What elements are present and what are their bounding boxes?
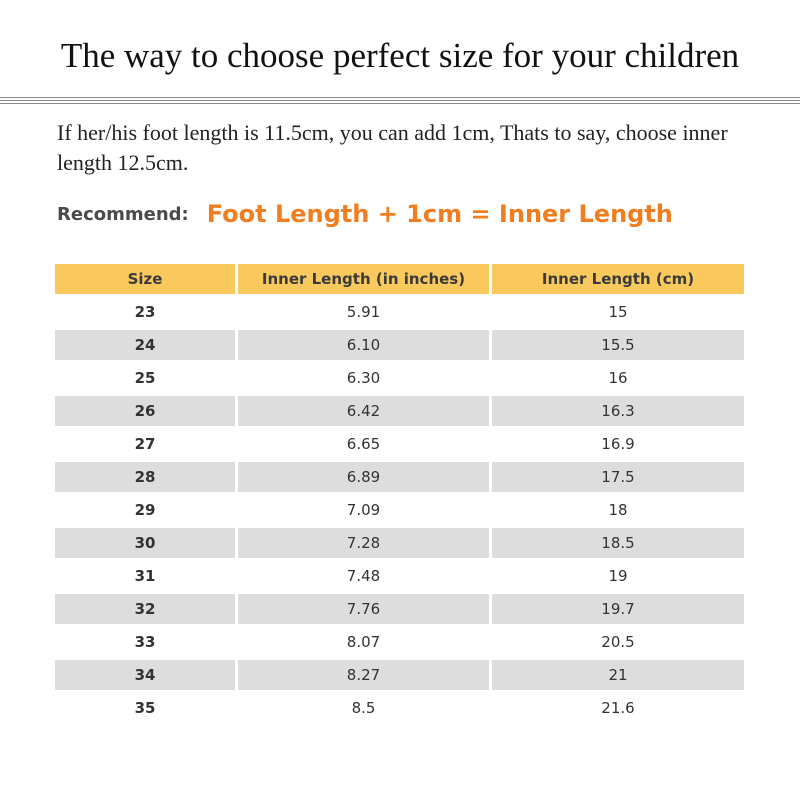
cell-cm: 19 xyxy=(608,567,628,585)
cell-inches: 6.42 xyxy=(238,396,489,426)
cell-cm: 18.5 xyxy=(492,528,744,558)
cell-cm: 17.5 xyxy=(492,462,744,492)
title-divider-bottom xyxy=(0,103,800,104)
cell-inches: 6.10 xyxy=(238,330,489,360)
cell-cm: 21.6 xyxy=(601,699,635,717)
page-title: The way to choose perfect size for your children xyxy=(60,36,740,75)
title-divider-middle xyxy=(0,100,800,101)
cell-inches: 7.28 xyxy=(238,528,489,558)
table-row xyxy=(55,429,744,459)
cell-size: 26 xyxy=(55,396,235,426)
recommend-line xyxy=(57,194,673,234)
cell-cm: 18 xyxy=(608,501,628,519)
cell-size: 29 xyxy=(134,501,156,519)
table-row xyxy=(55,495,744,525)
cell-inches: 5.91 xyxy=(346,303,381,321)
cell-size: 28 xyxy=(55,462,235,492)
table-row xyxy=(55,594,744,624)
header-cm: Inner Length (cm) xyxy=(492,264,744,294)
cell-size: 27 xyxy=(134,435,156,453)
cell-inches: 7.76 xyxy=(238,594,489,624)
cell-cm: 16 xyxy=(608,369,628,387)
table-row xyxy=(55,462,744,492)
cell-cm: 15.5 xyxy=(492,330,744,360)
table-row xyxy=(55,627,744,657)
size-description: If her/his foot length is 11.5cm, you can add 1cm, Thats to say, choose inner length 12.5cm. xyxy=(57,120,728,175)
cell-size: 24 xyxy=(55,330,235,360)
table-row xyxy=(55,396,744,426)
cell-inches: 8.07 xyxy=(346,633,381,651)
cell-size: 23 xyxy=(134,303,156,321)
cell-cm: 19.7 xyxy=(492,594,744,624)
title-divider-top xyxy=(0,97,800,98)
cell-inches: 6.89 xyxy=(238,462,489,492)
cell-inches: 8.27 xyxy=(238,660,489,690)
cell-inches: 7.09 xyxy=(346,501,381,519)
cell-size: 35 xyxy=(134,699,156,717)
cell-size: 33 xyxy=(134,633,156,651)
cell-cm: 21 xyxy=(492,660,744,690)
cell-inches: 7.48 xyxy=(346,567,381,585)
cell-cm: 15 xyxy=(608,303,628,321)
table-row xyxy=(55,297,744,327)
cell-size: 31 xyxy=(134,567,156,585)
header-size: Size xyxy=(55,264,235,294)
cell-cm: 16.9 xyxy=(601,435,635,453)
cell-cm: 16.3 xyxy=(492,396,744,426)
cell-cm: 20.5 xyxy=(601,633,635,651)
size-table xyxy=(55,264,744,726)
recommend-label: Recommend: xyxy=(57,203,189,225)
cell-size: 30 xyxy=(55,528,235,558)
table-row xyxy=(55,363,744,393)
cell-size: 25 xyxy=(134,369,156,387)
recommend-formula: Foot Length + 1cm = Inner Length xyxy=(206,200,673,228)
table-row xyxy=(55,660,744,690)
table-header-row xyxy=(55,264,744,294)
table-row xyxy=(55,528,744,558)
cell-size: 32 xyxy=(55,594,235,624)
table-row xyxy=(55,561,744,591)
cell-size: 34 xyxy=(55,660,235,690)
table-body xyxy=(55,297,744,723)
cell-inches: 6.30 xyxy=(346,369,381,387)
header-inches: Inner Length (in inches) xyxy=(238,264,489,294)
cell-inches: 6.65 xyxy=(346,435,381,453)
table-row xyxy=(55,693,744,723)
table-row xyxy=(55,330,744,360)
cell-inches: 8.5 xyxy=(351,699,376,717)
